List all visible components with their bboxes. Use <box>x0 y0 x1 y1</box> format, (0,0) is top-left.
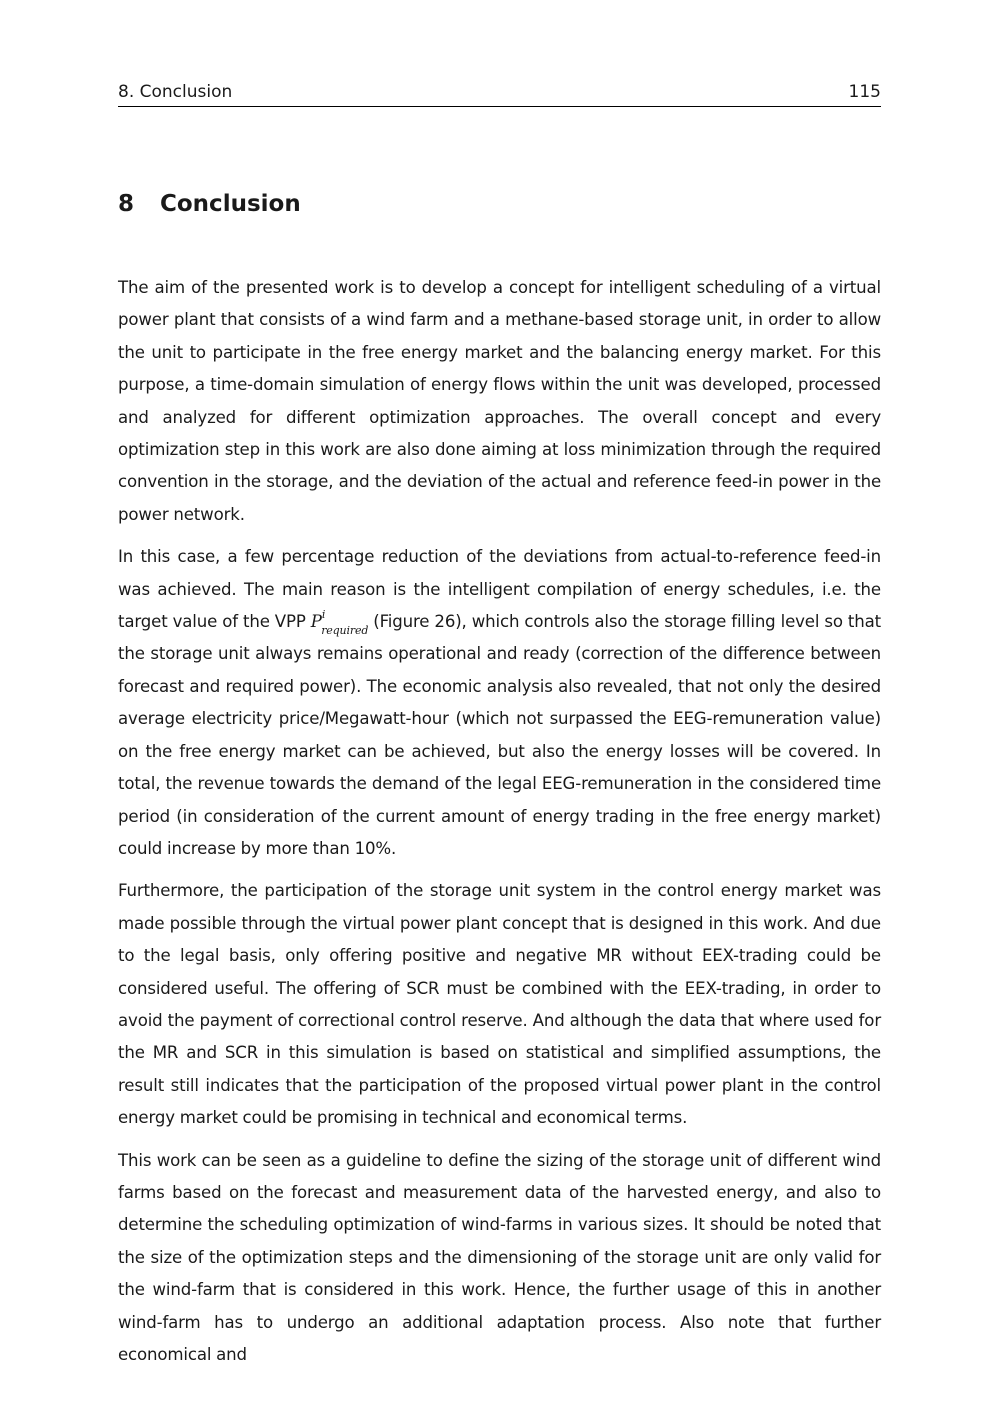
paragraph-2 <box>118 541 881 865</box>
paragraph-2-before: In this case, a few percentage reduction of the deviations from actual-to-reference feed-in was achieved. The main reason is the intelligent compilation of energy schedules, i.e. the target value of the VPP <box>118 547 881 632</box>
chapter-title-text: Conclusion <box>160 191 301 217</box>
math-subscript: required <box>321 624 369 638</box>
paragraph-2-after: (Figure 26), which controls also the storage filling level so that the storage unit always remains operational and ready (correction of the difference between forecast and required power). The economic analysis also revealed, that not only the desired average electricity price/Megawatt-hour (which not surpassed the EEG-remuneration value) on the free energy market can be achieved, but also the energy losses will be covered. In total, the revenue towards the demand of the legal EEG-remuneration in the considered time period (in consideration of the current amount of energy trading in the free energy market) could increase by more than 10%. <box>118 612 882 858</box>
math-superscript: i <box>321 607 326 621</box>
math-p-required <box>310 607 369 638</box>
chapter-title <box>118 188 301 220</box>
math-base: P <box>310 612 322 632</box>
paragraph-4: This work can be seen as a guideline to define the sizing of the storage unit of different wind farms based on the forecast and measurement data of the harvested energy, and also to determine the scheduling optimization of wind-farms in various sizes. It should be noted that the size of the optimization steps and the dimensioning of the storage unit are only valid for the wind-farm that is considered in this work. Hence, the further usage of this in another wind-farm has to undergo an additional adaptation process. Also note that further economical and <box>118 1150 881 1364</box>
paragraph-1: The aim of the presented work is to develop a concept for intelligent scheduling of a virtual power plant that consists of a wind farm and a methane-based storage unit, in order to allow the unit to participate in the free energy market and the balancing energy market. For this purpose, a time-domain simulation of energy flows within the unit was developed, processed and analyzed for different optimization approaches. The overall concept and every optimization step in this work are also done aiming at loss minimization through the required convention in the storage, and the deviation of the actual and reference feed-in power in the power network. <box>118 278 881 524</box>
body-text <box>118 272 881 1381</box>
chapter-number: 8 <box>118 191 135 217</box>
paragraph-3: Furthermore, the participation of the storage unit system in the control energy market was made possible through the virtual power plant concept that is designed in this work. And due to the legal basis, only offering positive and negative MR without EEX-trading could be considered useful. The offering of SCR must be combined with the EEX-trading, in order to avoid the payment of correctional control reserve. And although the data that where used for the MR and SCR in this simulation is based on statistical and simplified assumptions, the result still indicates that the participation of the proposed virtual power plant in the control energy market could be promising in technical and economical terms. <box>118 881 881 1128</box>
running-header-chapter: 8. Conclusion <box>118 82 233 102</box>
page-number: 115 <box>848 82 881 102</box>
running-header <box>118 80 881 107</box>
